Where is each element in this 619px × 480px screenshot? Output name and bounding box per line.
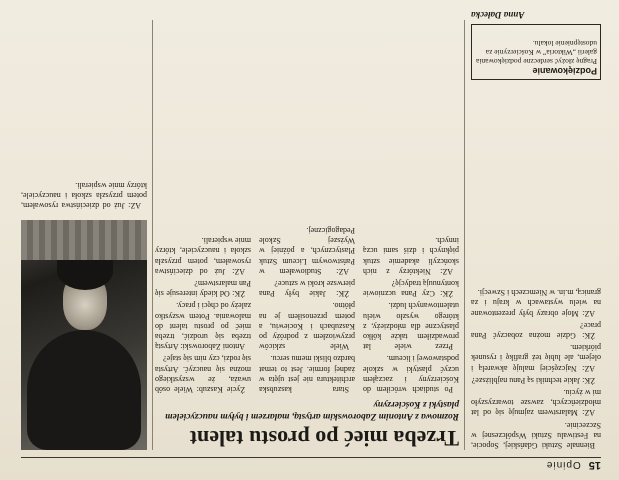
paragraph: AZ: Niektórzy z nich skończyli akademie sztuk pięknych i dziś sami uczą innych. xyxy=(363,236,459,276)
paragraph: Wiele szkiców przywiozłem z podróży po Kaszubach i Kociewiu, a potem przenosiłem je na płótno. xyxy=(259,301,355,352)
article-column-1 xyxy=(471,50,601,450)
column-divider xyxy=(152,20,153,450)
portrait-photo xyxy=(21,220,147,450)
paragraph: AZ: Już od dzieciństwa rysowałem, potem przyszła szkoła i nauczyciele, którzy mnie wspierali. xyxy=(155,236,251,276)
thanks-box-text: Pragnę złożyć serdeczne podziękowania galerii „Wiktoria” w Kościerzynie za udostępnienie lokalu. xyxy=(476,39,597,66)
column-divider xyxy=(464,20,465,450)
paragraph: ŻK: Jakie były Pana pierwsze kroki w sztuce? xyxy=(259,278,355,299)
article-author: Anna Dałecka xyxy=(471,10,525,20)
article-subheadline: Rozmowa z Antonim Zaborowskim artystą, malarzem i byłym nauczycielem plastyki z Kościerzyny xyxy=(165,399,459,421)
article-column-3 xyxy=(259,34,355,394)
paragraph: Życie Kaszub: Wiele osób uważa, że wszystkiego można się nauczyć. Artysta się rodzi, czy nim się staje? xyxy=(155,354,251,394)
page-number: 15 xyxy=(588,459,601,471)
paragraph: Po studiach wróciłem do Kościerzyny i zacząłem uczyć plastyki w szkole podstawowej i liceum. xyxy=(363,354,459,394)
paragraph: AZ: Najczęściej maluję akwarelą i olejem, ale lubię też grafikę i rysunek piórkiem. xyxy=(471,343,601,373)
paragraph: ŻK: Od kiedy interesuje się Pan malarstwem? xyxy=(155,278,251,299)
paragraph: ŻK: Jakie techniki są Panu najbliższe? xyxy=(471,375,595,385)
page-header xyxy=(21,458,601,472)
paragraph: ŻK: Gdzie można zobaczyć Pana prace? xyxy=(471,320,601,340)
photo-background xyxy=(21,220,147,260)
paragraph: AZ: Studiowałem w Państwowym Liceum Sztuk Plastycznych, a później w Wyższej Szkole Pedagogicznej. xyxy=(259,225,355,276)
header-rule xyxy=(21,457,601,458)
article-headline: Trzeba mieć po prostu talent xyxy=(189,426,459,451)
article-column-4 xyxy=(155,34,251,394)
paragraph: AZ: Malarstwem zajmuję się od lat młodzieńczych, zawsze towarzyszyło mi w życiu. xyxy=(471,387,601,418)
article-column-5 xyxy=(21,30,147,210)
paragraph: AZ: Już od dzieciństwa rysowałem, potem przyszła szkoła i nauczyciele, którzy mnie wspierali. xyxy=(21,180,147,210)
thanks-box xyxy=(471,24,601,80)
paragraph: Stara kaszubska architektura nie jest ujęta w żadnej formie. Jest to temat bardzo bliski memu sercu. xyxy=(259,354,355,394)
paragraph: Biennale Sztuki Gdańskiej, Sopocie, na Festiwalu Sztuki Współczesnej w Szczecinie. xyxy=(471,420,601,450)
article-column-2 xyxy=(363,34,459,394)
section-name: Opinie xyxy=(545,459,581,471)
paragraph: ŻK: Czy Pana uczniowie kontynuują tradycję? xyxy=(363,278,459,299)
thanks-box-title: Podziękowanie xyxy=(532,66,597,76)
paragraph: AZ: Moje obrazy były prezentowane na wielu wystawach w kraju i za granicą, m.in. w Niemczech i Szwecji. xyxy=(471,288,601,318)
paragraph: Antoni Zaborowski: Artystą trzeba się urodzić, trzeba mieć po prostu talent do malowania. Potem wszystko zależy od chęci i pracy. xyxy=(155,301,251,352)
photo-figure-shoulders xyxy=(27,330,141,450)
paragraph: Przez wiele lat prowadziłem także kółko plastyczne dla młodzieży, z którego wyszło wielu utalentowanych ludzi. xyxy=(363,301,459,352)
